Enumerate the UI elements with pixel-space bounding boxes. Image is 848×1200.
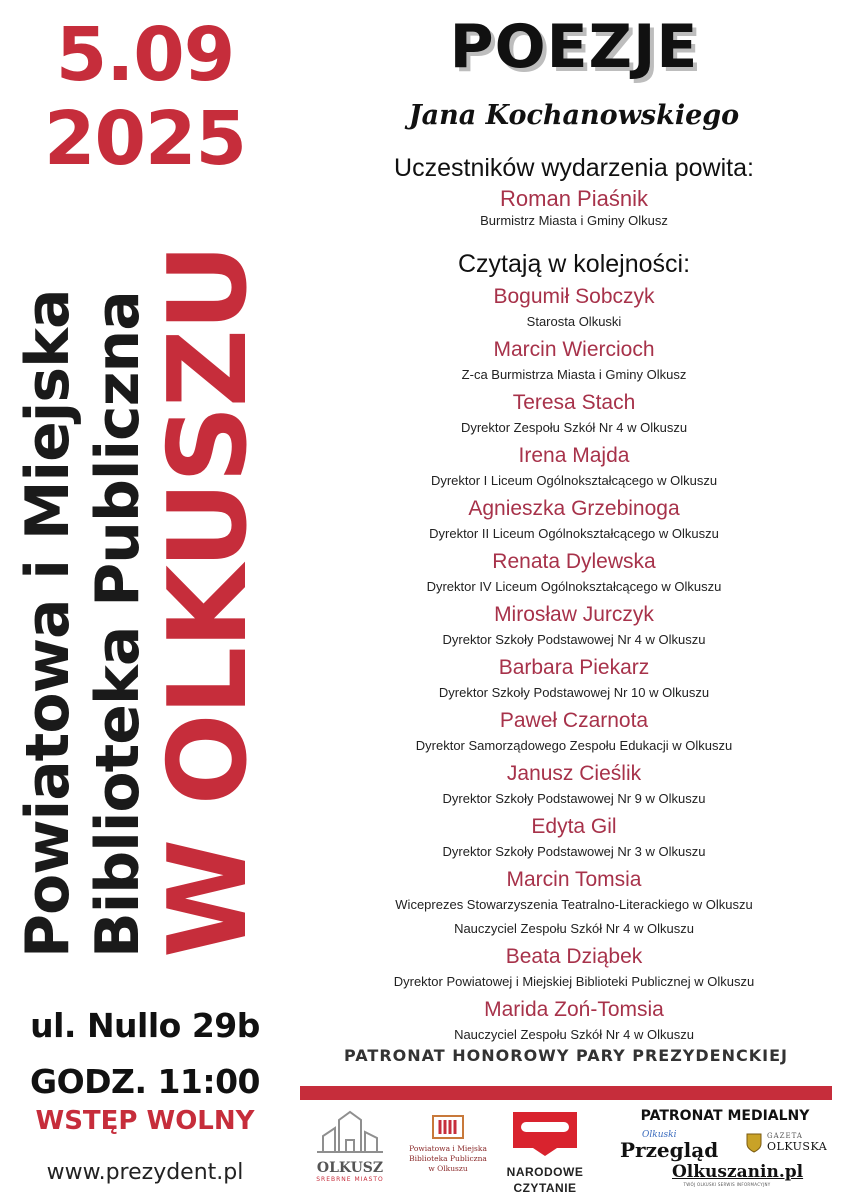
olkusz-tagline: SREBRNE MIASTO bbox=[316, 1176, 384, 1183]
reader-name: Marcin Tomsia bbox=[506, 868, 642, 891]
list-item bbox=[300, 547, 848, 600]
reader-role: Dyrektor Zespołu Szkół Nr 4 w Olkuszu bbox=[460, 420, 688, 435]
red-divider bbox=[300, 1086, 832, 1100]
olkuszanin-label: Olkuszanin.pl bbox=[672, 1162, 804, 1182]
date-day-month: 5.09 bbox=[55, 12, 235, 98]
list-item bbox=[300, 282, 848, 335]
list-item bbox=[300, 759, 848, 812]
crest-icon bbox=[745, 1132, 763, 1154]
reader-name: Mirosław Jurczyk bbox=[494, 603, 654, 626]
reader-role: Dyrektor Szkoły Podstawowej Nr 3 w Olkuszu bbox=[442, 844, 706, 859]
list-item bbox=[300, 388, 848, 441]
welcome-intro: Uczestników wydarzenia powita: bbox=[394, 154, 754, 182]
list-item bbox=[300, 653, 848, 706]
reader-name: Agnieszka Grzebinoga bbox=[468, 497, 680, 520]
event-time: GODZ. 11:00 bbox=[29, 1062, 261, 1101]
list-item bbox=[300, 812, 848, 865]
reader-role: Starosta Olkuski bbox=[526, 314, 622, 329]
reader-name: Janusz Cieślik bbox=[506, 762, 642, 785]
readers-list bbox=[300, 282, 848, 1048]
town-hall-icon bbox=[315, 1110, 385, 1154]
gazeta-line2: OLKUSKA bbox=[767, 1140, 828, 1153]
library-logo bbox=[408, 1114, 488, 1174]
reader-role: Dyrektor Szkoły Podstawowej Nr 10 w Olkuszu bbox=[438, 685, 710, 700]
library-logo-line3: w Olkuszu bbox=[428, 1164, 468, 1173]
honorary-patronage: PATRONAT HONOROWY PARY PREZYDENCKIEJ bbox=[344, 1046, 788, 1065]
list-item bbox=[300, 995, 848, 1048]
library-logo-line2: Biblioteka Publiczna bbox=[409, 1154, 487, 1163]
przeglad-top-label: Olkuski bbox=[642, 1130, 677, 1140]
reader-name: Bogumił Sobczyk bbox=[493, 285, 655, 308]
website-link[interactable]: www.prezydent.pl bbox=[46, 1160, 244, 1185]
reader-name: Irena Majda bbox=[518, 444, 630, 467]
reader-role: Dyrektor Szkoły Podstawowej Nr 4 w Olkuszu bbox=[442, 632, 706, 647]
library-name-line2: Biblioteka Publiczna bbox=[83, 291, 153, 958]
library-city: W OLKUSZU bbox=[146, 245, 271, 958]
olkuszanin-subtitle: TWÓJ OLKUSKI SERWIS INFORMACYJNY bbox=[683, 1182, 771, 1187]
reader-role: Dyrektor Samorządowego Zespołu Edukacji w Olkuszu bbox=[415, 738, 733, 753]
reader-name: Marida Zoń-Tomsia bbox=[484, 998, 664, 1021]
list-item bbox=[300, 494, 848, 547]
date-year: 2025 bbox=[44, 96, 246, 182]
list-item bbox=[300, 441, 848, 494]
list-item bbox=[300, 600, 848, 653]
list-item bbox=[300, 942, 848, 995]
reader-name: Teresa Stach bbox=[512, 391, 636, 414]
reader-role: Dyrektor IV Liceum Ogólnokształcącego w Olkuszu bbox=[426, 579, 722, 594]
olkusz-logo bbox=[310, 1110, 390, 1190]
library-name-line1: Powiatowa i Miejska bbox=[13, 289, 83, 958]
reader-role-secondary: Nauczyciel Zespołu Szkół Nr 4 w Olkuszu bbox=[454, 921, 694, 936]
reader-name: Marcin Wiercioch bbox=[493, 338, 655, 361]
reader-role: Dyrektor II Liceum Ogólnokształcącego w Olkuszu bbox=[429, 526, 719, 541]
gazeta-olkuska-logo bbox=[745, 1132, 835, 1153]
narodowe-line1: NARODOWE bbox=[506, 1165, 584, 1179]
reader-role: Dyrektor Szkoły Podstawowej Nr 9 w Olkuszu bbox=[442, 791, 706, 806]
olkusz-city-label: OLKUSZ bbox=[316, 1160, 384, 1176]
host-name: Roman Piaśnik bbox=[500, 186, 648, 211]
book-icon bbox=[431, 1114, 465, 1140]
reader-role: Z-ca Burmistrza Miasta i Gminy Olkusz bbox=[461, 367, 687, 382]
open-book-icon bbox=[505, 1108, 585, 1160]
host-role: Burmistrz Miasta i Gminy Olkusz bbox=[480, 213, 668, 228]
media-patronage-label: PATRONAT MEDIALNY bbox=[640, 1108, 810, 1124]
narodowe-line2: CZYTANIE bbox=[513, 1181, 577, 1195]
narodowe-czytanie-logo bbox=[495, 1108, 595, 1196]
poster-title: POEZJE bbox=[449, 12, 699, 82]
list-item bbox=[300, 706, 848, 759]
reader-name: Renata Dylewska bbox=[492, 550, 656, 573]
przeglad-main-label: Przegląd bbox=[620, 1138, 719, 1162]
reader-role: Wiceprezes Stowarzyszenia Teatralno-Literackiego w Olkuszu bbox=[395, 897, 753, 912]
reader-name: Paweł Czarnota bbox=[499, 709, 649, 732]
poster-subtitle: Jana Kochanowskiego bbox=[408, 100, 740, 131]
list-item bbox=[300, 865, 848, 942]
reader-name: Edyta Gil bbox=[531, 815, 617, 838]
list-item bbox=[300, 335, 848, 388]
reader-role: Dyrektor I Liceum Ogólnokształcącego w Olkuszu bbox=[430, 473, 718, 488]
reader-name: Barbara Piekarz bbox=[498, 656, 650, 679]
reader-name: Beata Dziąbek bbox=[505, 945, 643, 968]
reading-order-label: Czytają w kolejności: bbox=[457, 250, 691, 278]
olkuszanin-logo bbox=[672, 1162, 804, 1187]
przeglad-olkuski-logo bbox=[620, 1130, 719, 1162]
gazeta-line1: GAZETA bbox=[767, 1132, 803, 1140]
library-logo-line1: Powiatowa i Miejska bbox=[409, 1144, 487, 1153]
reader-role: Dyrektor Powiatowej i Miejskiej Biblioteki Publicznej w Olkuszu bbox=[393, 974, 755, 989]
event-address: ul. Nullo 29b bbox=[30, 1006, 260, 1045]
reader-role: Nauczyciel Zespołu Szkół Nr 4 w Olkuszu bbox=[454, 1027, 694, 1042]
free-entry-label: WSTĘP WOLNY bbox=[35, 1106, 255, 1136]
